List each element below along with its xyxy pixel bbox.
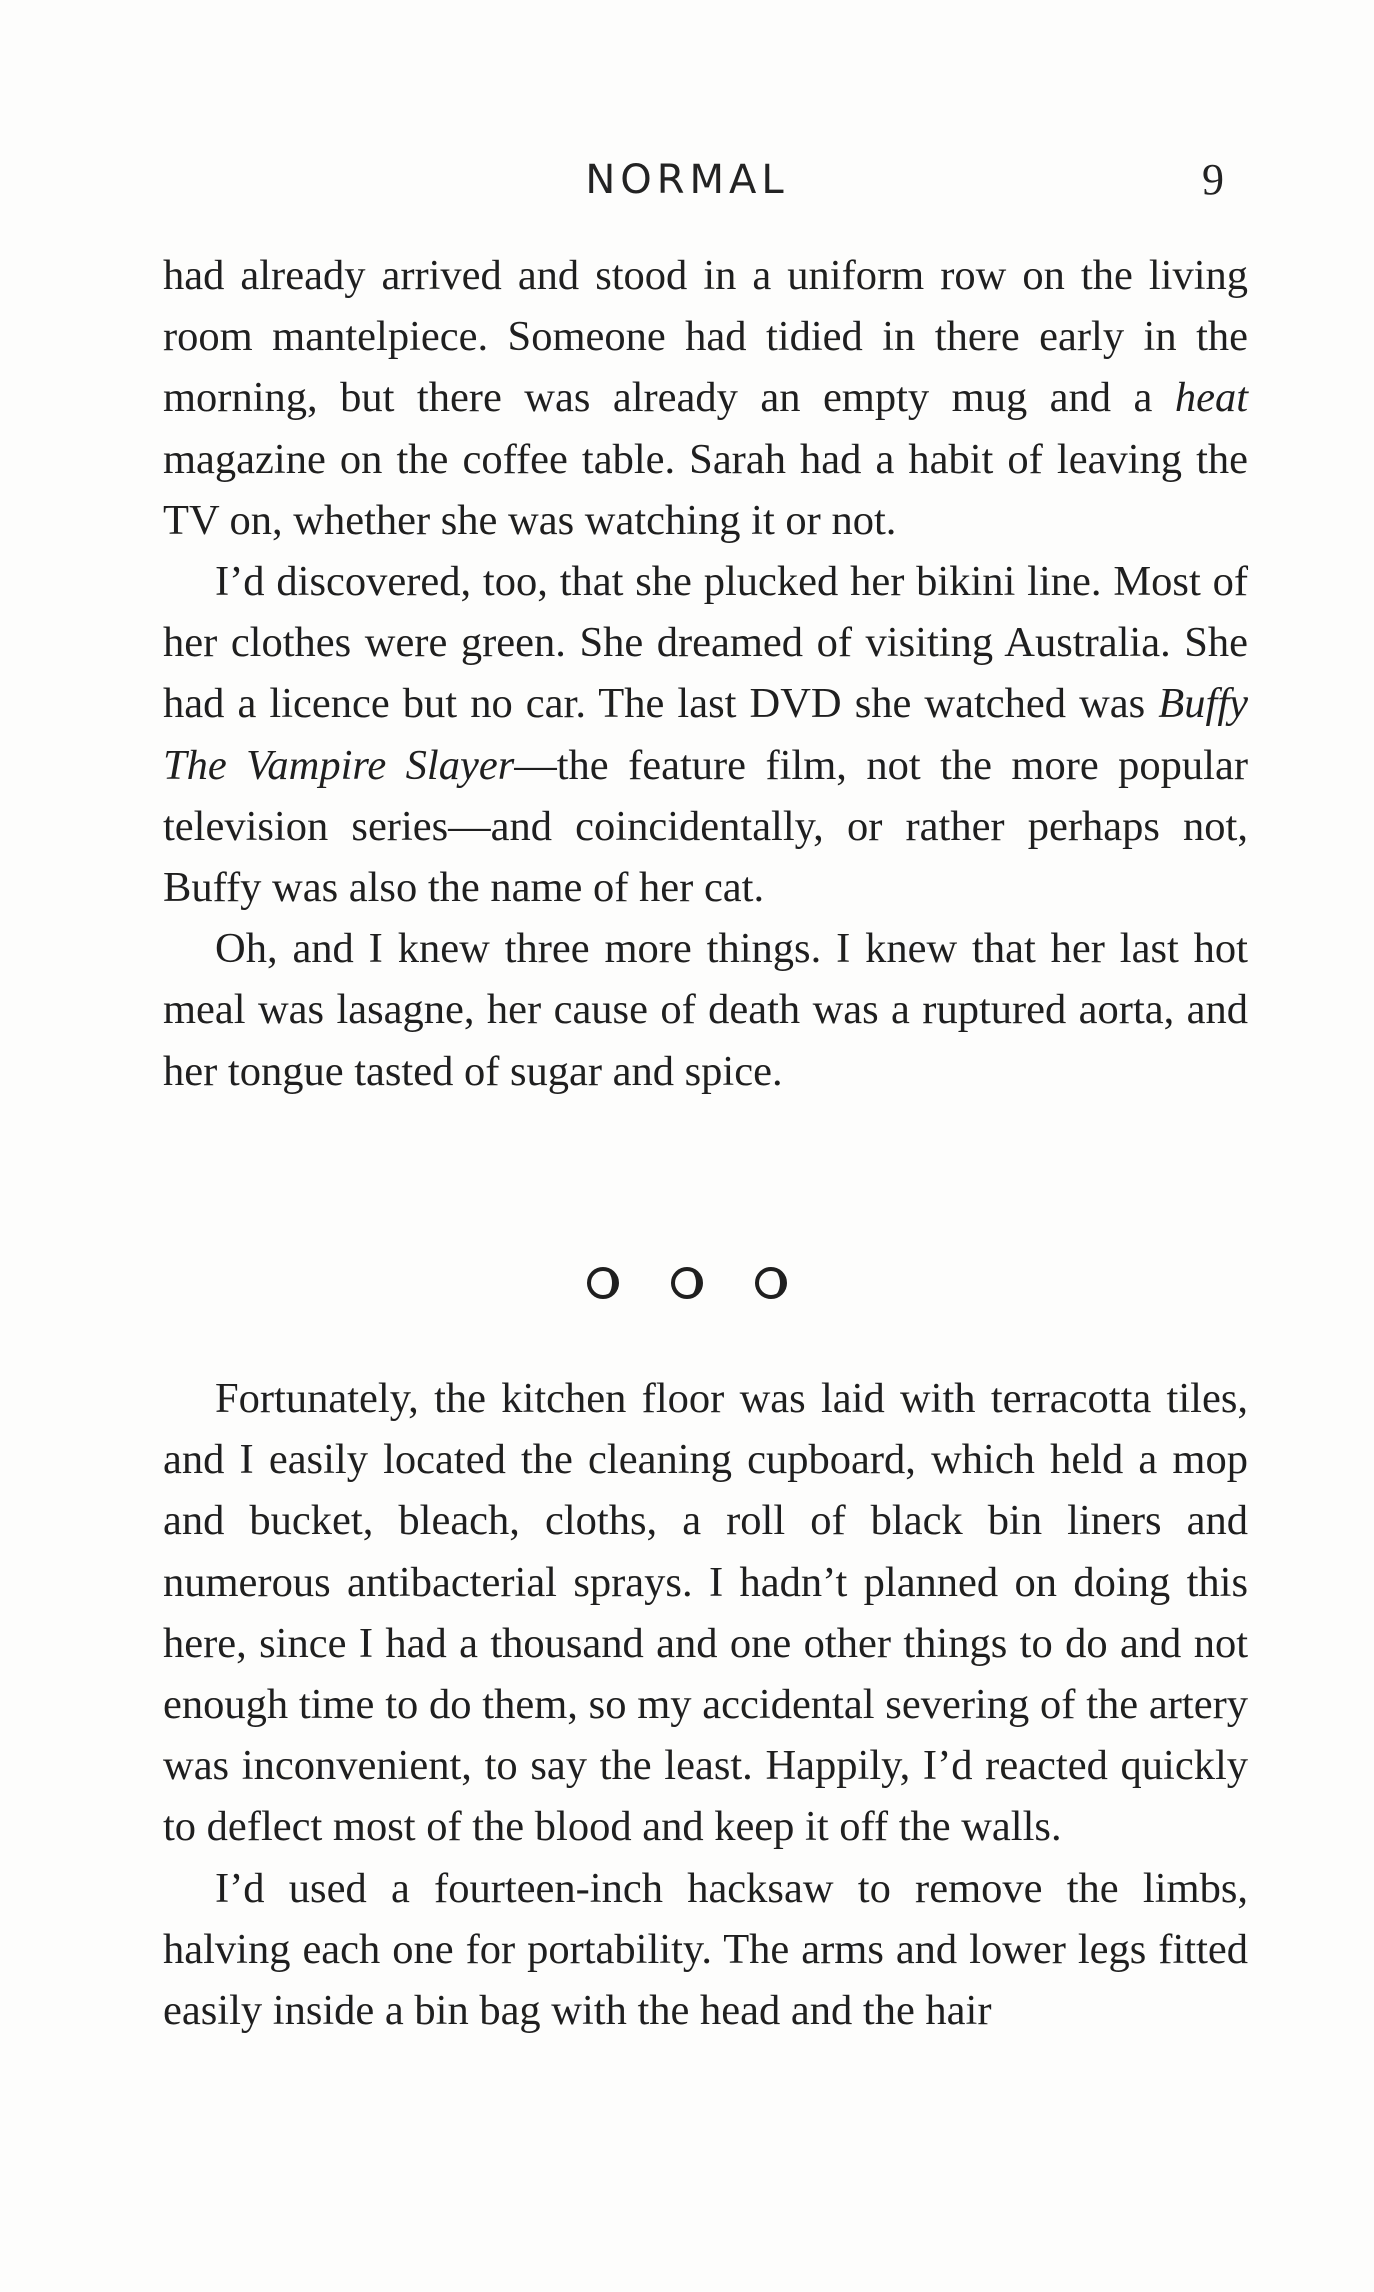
section-break-ornament: [0, 1265, 1374, 1325]
crescent-circle-icon: [585, 1265, 621, 1301]
running-title: NORMAL: [585, 157, 789, 203]
page-number: 9: [1202, 155, 1224, 204]
crescent-circle-icon: [753, 1265, 789, 1301]
italic-title: heat: [1174, 374, 1248, 422]
paragraph: Oh, and I knew three more things. I knew that her last hot meal was lasagne, her cause of death was a ruptured aorta, and her tongue tasted of sugar and spice.: [163, 925, 1248, 1095]
paragraph-text: magazine on the coffee table. Sarah had a habit of leaving the TV on, whether she was watching it or not.: [163, 435, 1248, 544]
paragraph-text: I’d discovered, too, that she plucked her bikini line. Most of her clothes were green. She dreamed of visiting Australia. She had a licence but no car. The last DVD she watched was: [163, 558, 1248, 728]
paragraph: I’d used a fourteen-inch hacksaw to remove the limbs, halving each one for portability. The arms and lower legs fitted easily inside a bin bag with the head and the hair: [163, 1864, 1248, 2035]
section-two: [163, 1368, 1248, 2041]
paragraph-text: —the feature film, not the more popular television series—and coincidentally, or rather perhaps not, Buffy was also the name of her cat.: [163, 741, 1248, 912]
paragraph: Fortunately, the kitchen floor was laid with terracotta tiles, and I easily located the cleaning cupboard, which held a mop and bucket, bleach, cloths, a roll of black bin liners and numerous antibacterial sprays. I hadn’t planned on doing this here, since I had a thousand and one other things to do and not enough time to do them, so my accidental severing of the artery was inconvenient, to say the least. Happily, I’d reacted quickly to deflect most of the blood and keep it off the walls.: [163, 1375, 1248, 1851]
paragraph-text: had already arrived and stood in a uniform row on the living room mantelpiece. Someone had tidied in there early in the morning, but there was already an empty mug and a: [163, 252, 1248, 422]
paragraph-continued: [163, 245, 1248, 551]
crescent-circle-icon: [669, 1265, 705, 1301]
section-one: [163, 245, 1248, 1102]
italic-title: Buffy The Vampire Slayer: [163, 680, 1248, 789]
paragraph: [163, 551, 1248, 918]
running-head: [0, 150, 1374, 210]
